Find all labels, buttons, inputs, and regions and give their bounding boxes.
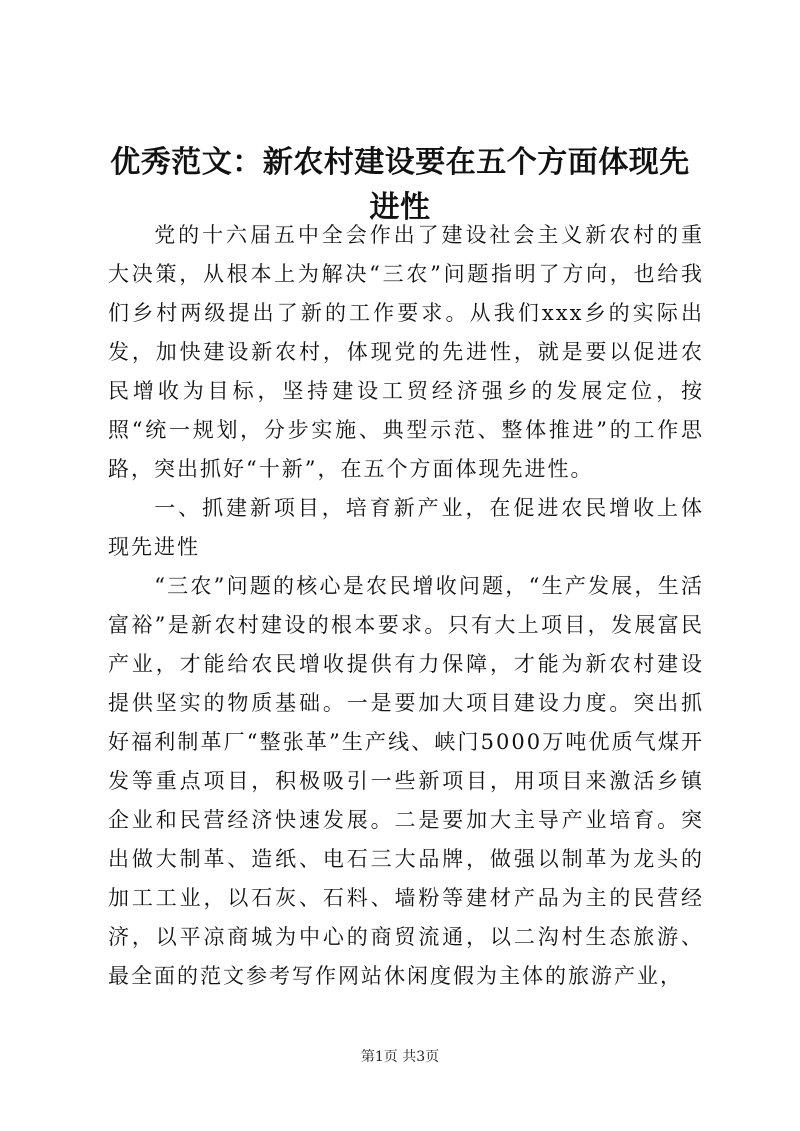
paragraph-section-1: “三农”问题的核心是农民增收问题，“生产发展，生活富裕”是新农村建设的根本要求。只有大上项目，发展富民产业，才能给农民增收提供有力保障，才能为新农村建设提供坚实的物质基础。一是要加大项目建设力度。突出抓好福利制革厂“整张革”生产线、峡门5000万吨优质气煤开发等重点项目，积极吸引一些新项目，用项目来激活乡镇企业和民营经济快速发展。二是要加大主导产业培育。突出做大制革、造纸、电石三大品牌，做强以制革为龙头的加工工业，以石灰、石料、墙粉等建材产品为主的民营经济，以平凉商城为中心的商贸流通，以二沟村生态旅游、最全面的范文参考写作网站休闲度假为主体的旅游产业， <box>108 574 704 988</box>
document-title: 优秀范文：新农村建设要在五个方面体现先进性 <box>110 145 690 225</box>
paragraph-intro: 党的十六届五中全会作出了建设社会主义新农村的重大决策，从根本上为解决“三农”问题指明了方向，也给我们乡村两级提出了新的工作要求。从我们xxx乡的实际出发，加快建设新农村，体现党的先进性，就是要以促进农民增收为目标，坚持建设工贸经济强乡的发展定位，按照“统一规划，分步实施、典型示范、整体推进”的工作思路，突出抓好“十新”，在五个方面体现先进性。 <box>108 223 704 481</box>
page-footer: 第1页 共3页 <box>360 1049 440 1065</box>
section-heading-1: 一、抓建新项目，培育新产业，在促进农民增收上体现先进性 <box>108 496 704 559</box>
document-body <box>108 216 704 996</box>
